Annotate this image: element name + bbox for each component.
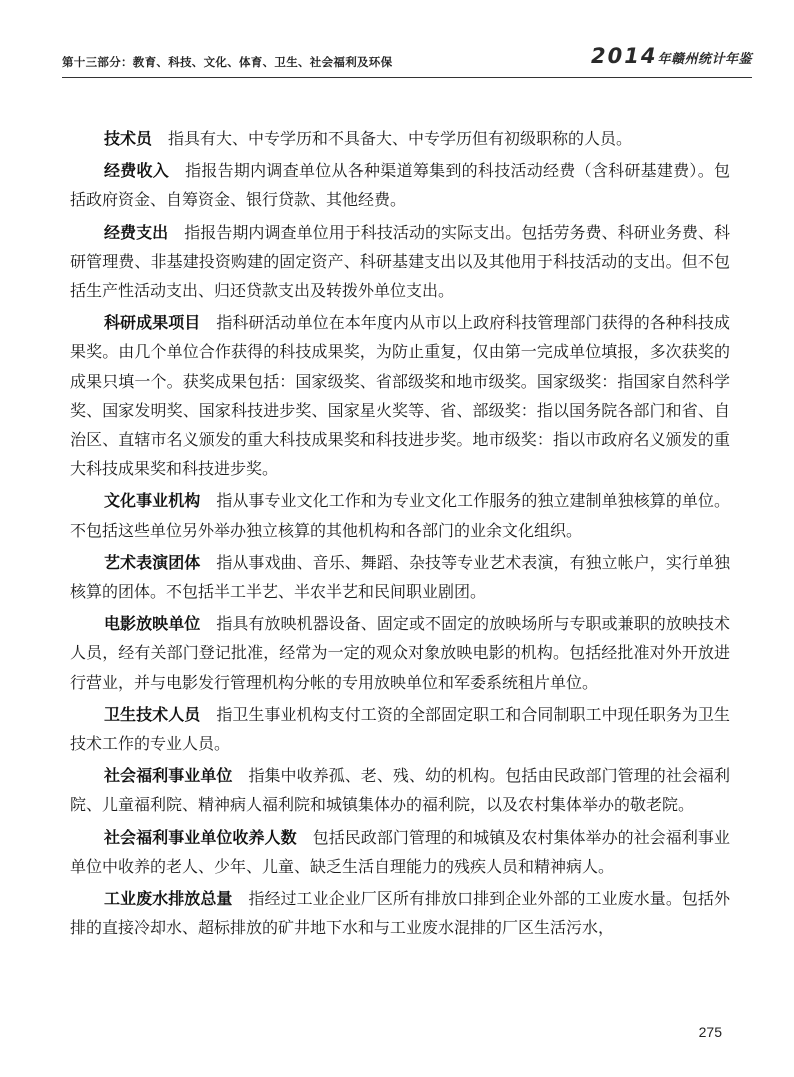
entry-funding-expenditure bbox=[70, 218, 730, 306]
entry-term: 电影放映单位 bbox=[104, 614, 201, 634]
entry-performing-arts-troupes bbox=[70, 548, 730, 606]
entry-definition: 指从事专业文化工作和为专业文化工作服务的独立建制单独核算的单位。不包括这些单位另外举办独立核算的其他机构和各部门的业余文化组织。 bbox=[70, 491, 730, 540]
entry-term: 工业废水排放总量 bbox=[104, 889, 233, 909]
header-rule bbox=[62, 77, 752, 78]
page-number: 275 bbox=[698, 1024, 722, 1040]
entry-cultural-institutions bbox=[70, 486, 730, 544]
entry-film-screening-units bbox=[70, 609, 730, 697]
entry-term: 文化事业机构 bbox=[104, 491, 201, 511]
yearbook-year: 2014 bbox=[591, 44, 658, 68]
yearbook-name: 年赣州统计年鉴 bbox=[657, 52, 752, 67]
entry-definition: 包括民政部门管理的和城镇及农村集体举办的社会福利事业单位中收养的老人、少年、儿童、缺乏生活自理能力的残疾人员和精神病人。 bbox=[70, 827, 730, 876]
entry-term: 艺术表演团体 bbox=[104, 552, 201, 572]
entry-term: 社会福利事业单位 bbox=[104, 766, 233, 786]
yearbook-title bbox=[591, 44, 752, 68]
entry-technician bbox=[70, 124, 730, 153]
entry-term: 科研成果项目 bbox=[104, 313, 201, 333]
entry-term: 社会福利事业单位收养人数 bbox=[104, 827, 297, 847]
entry-social-welfare-units bbox=[70, 761, 730, 819]
entry-definition: 指报告期内调查单位用于科技活动的实际支出。包括劳务费、科研业务费、科研管理费、非基建投资购建的固定资产、科研基建支出以及其他用于科技活动的支出。但不包括生产性活动支出、归还贷款支出及转拨外单位支出。 bbox=[70, 222, 730, 301]
entry-term: 经费收入 bbox=[104, 161, 170, 181]
entry-definition: 指科研活动单位在本年度内从市以上政府科技管理部门获得的各种科技成果奖。由几个单位合作获得的科技成果奖，为防止重复，仅由第一完成单位填报，多次获奖的成果只填一个。获奖成果包括：国家级奖、省部级奖和地市级奖。国家级奖：指国家自然科学奖、国家发明奖、国家科技进步奖、国家星火奖等、省、部级奖：指以国务院各部门和省、自治区、直辖市名义颁发的重大科技成果奖和科技进步奖。地市级奖：指以市政府名义颁发的重大科技成果奖和科技进步奖。 bbox=[70, 313, 730, 479]
page-header bbox=[62, 44, 752, 78]
entry-research-achievements bbox=[70, 308, 730, 483]
entry-welfare-residents bbox=[70, 823, 730, 881]
entry-funding-income bbox=[70, 156, 730, 214]
entry-definition: 指卫生事业机构支付工资的全部固定职工和合同制职工中现任职务为卫生技术工作的专业人员。 bbox=[70, 704, 730, 754]
section-title: 第十三部分：教育、科技、文化、体育、卫生、社会福利及环保 bbox=[62, 55, 393, 69]
entry-term: 技术员 bbox=[104, 129, 153, 148]
entry-definition: 指经过工业企业厂区所有排放口排到企业外部的工业废水量。包括外排的直接冷却水、超标排放的矿井地下水和与工业废水混排的厂区生活污水， bbox=[70, 889, 730, 938]
entry-definition: 指具有大、中专学历和不具备大、中专学历但有初级职称的人员。 bbox=[168, 129, 633, 148]
entry-health-technicians bbox=[70, 700, 730, 758]
entry-definition: 指集中收养孤、老、残、幼的机构。包括由民政部门管理的社会福利院、儿童福利院、精神病人福利院和城镇集体办的福利院，以及农村集体举办的敬老院。 bbox=[70, 766, 730, 815]
entry-definition: 指从事戏曲、音乐、舞蹈、杂技等专业艺术表演，有独立帐户，实行单独核算的团体。不包括半工半艺、半农半艺和民间职业剧团。 bbox=[70, 552, 730, 602]
entry-term: 经费支出 bbox=[104, 222, 169, 242]
glossary-body bbox=[70, 124, 730, 945]
entry-term: 卫生技术人员 bbox=[104, 704, 201, 724]
entry-definition: 指报告期内调查单位从各种渠道筹集到的科技活动经费（含科研基建费）。包括政府资金、自筹资金、银行贷款、其他经费。 bbox=[70, 161, 730, 210]
entry-industrial-wastewater bbox=[70, 884, 730, 942]
entry-definition: 指具有放映机器设备、固定或不固定的放映场所与专职或兼职的放映技术人员，经有关部门登记批准，经常为一定的观众对象放映电影的机构。包括经批准对外开放进行营业，并与电影发行管理机构分帐的专用放映单位和军委系统租片单位。 bbox=[70, 614, 730, 692]
